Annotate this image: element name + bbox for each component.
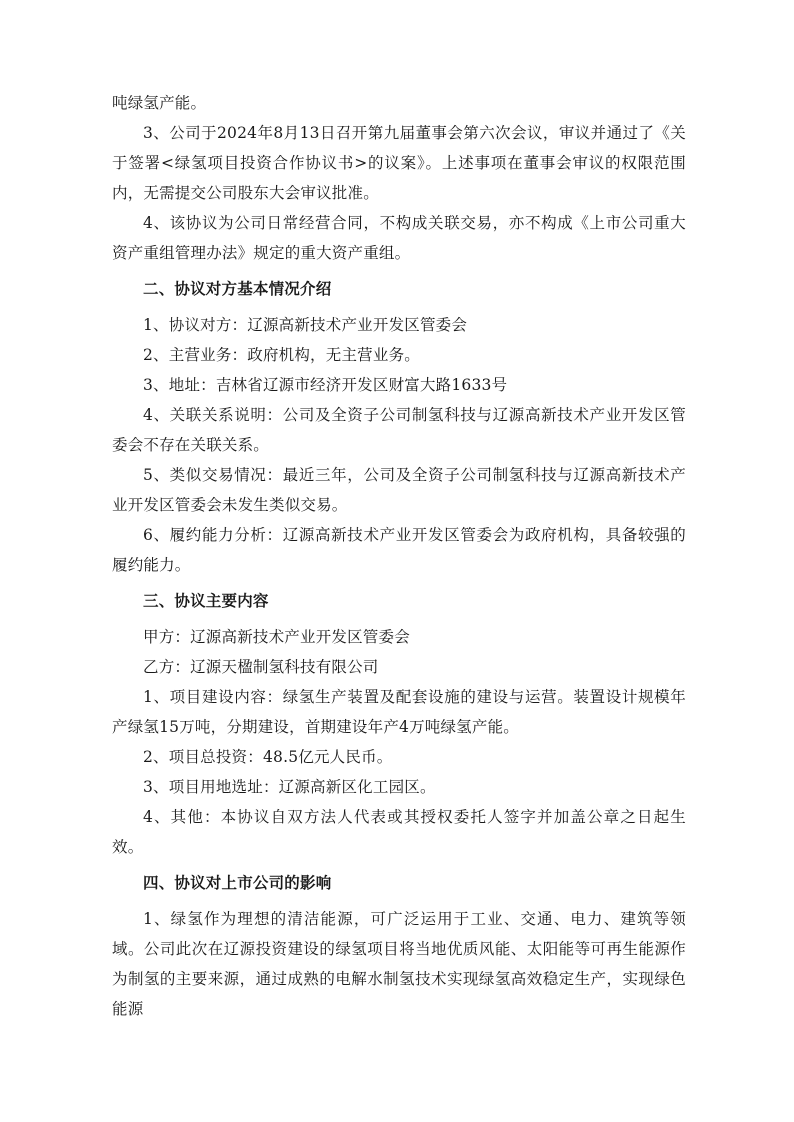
- business-item: 2、主营业务：政府机构，无主营业务。: [143, 346, 420, 364]
- project-content-item: 1、项目建设内容：绿氢生产装置及配套设施的建设与运营。装置设计规模年产绿氢15万吨，分期建设，首期建设年产4万吨绿氢产能。: [112, 688, 686, 736]
- paragraph-item-4: 4、该协议为公司日常经营合同，不构成关联交易，亦不构成《上市公司重大资产重组管理办法》规定的重大资产重组。: [112, 214, 686, 262]
- section-heading-2: 二、协议对方基本情况介绍: [143, 280, 332, 298]
- other-item: 4、其他：本协议自双方法人代表或其授权委托人签字并加盖公章之日起生效。: [112, 808, 686, 856]
- relationship-item: 4、关联关系说明：公司及全资子公司制氢科技与辽源高新技术产业开发区管委会不存在关联关系。: [112, 406, 686, 454]
- address-item: 3、地址：吉林省辽源市经济开发区财富大路1633号: [143, 376, 508, 394]
- party-a: 甲方：辽源高新技术产业开发区管委会: [143, 628, 410, 646]
- investment-item: 2、项目总投资：48.5亿元人民币。: [143, 748, 393, 766]
- section-heading-4: 四、协议对上市公司的影响: [143, 874, 332, 892]
- impact-paragraph-1: 1、绿氢作为理想的清洁能源，可广泛运用于工业、交通、电力、建筑等领域。公司此次在辽源投资建设的绿氢项目将当地优质风能、太阳能等可再生能源作为制氢的主要来源，通过成熟的电解水制氢技术实现绿氢高效稳定生产，实现绿色能源: [112, 910, 686, 1018]
- site-item: 3、项目用地选址：辽源高新区化工园区。: [143, 778, 436, 796]
- counterparty-item: 1、协议对方：辽源高新技术产业开发区管委会: [143, 316, 468, 334]
- paragraph-continuation: 吨绿氢产能。: [112, 94, 207, 112]
- paragraph-item-3: 3、公司于2024年8月13日召开第九届董事会第六次会议，审议并通过了《关于签署<绿氢项目投资合作协议书>的议案》。上述事项在董事会审议的权限范围内，无需提交公司股东大会审议批准。: [112, 124, 686, 202]
- section-heading-3: 三、协议主要内容: [143, 592, 269, 610]
- document-page: [112, 88, 686, 1024]
- similar-transaction-item: 5、类似交易情况：最近三年，公司及全资子公司制氢科技与辽源高新技术产业开发区管委会未发生类似交易。: [112, 466, 686, 514]
- performance-ability-item: 6、履约能力分析：辽源高新技术产业开发区管委会为政府机构，具备较强的履约能力。: [112, 526, 686, 574]
- party-b: 乙方：辽源天楹制氢科技有限公司: [143, 658, 379, 676]
